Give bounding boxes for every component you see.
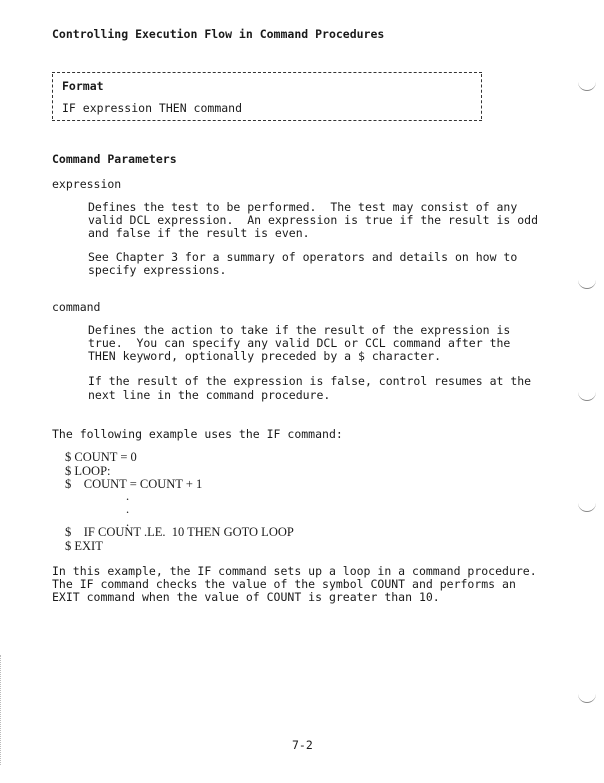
margin-mark [578,82,596,91]
example-explanation: In this example, the IF command sets up a loop in a command procedure. [52,564,537,578]
format-box-bottom-border [52,120,482,121]
margin-mark [578,694,596,703]
param-command-name: command [52,300,101,314]
format-syntax: IF expression THEN command [62,101,243,115]
scan-edge [0,655,3,765]
param-expression-text: specify expressions. [88,263,227,277]
margin-mark [578,503,596,512]
format-label: Format [62,79,104,93]
margin-mark [578,280,596,289]
format-box-right-border [481,74,482,119]
parameters-heading: Command Parameters [52,152,177,166]
param-command-text: next line in the command procedure. [88,388,331,402]
param-expression-name: expression [52,177,122,191]
param-command-text: true. You can specify any valid DCL or CCL command after the [88,336,511,350]
param-command-text: If the result of the expression is false, control resumes at the [88,374,532,388]
format-box-left-border [52,74,53,119]
code-line: $ LOOP: [65,464,111,478]
code-line: $ EXIT [65,539,103,553]
param-expression-text: valid DCL expression. An expression is true if the result is odd [88,213,539,227]
page-number: 7-2 [292,738,313,752]
param-command-text: Defines the action to take if the result of the expression is [88,323,511,337]
code-ellipsis-dot: . [126,489,130,503]
code-line: $ COUNT = COUNT + 1 [65,477,203,491]
param-expression-text: Defines the test to be performed. The test may consist of any [88,200,518,214]
param-expression-text: and false if the result is even. [88,226,310,240]
margin-mark [578,392,596,401]
format-box-top-border [52,72,482,73]
page-title: Controlling Execution Flow in Command Procedures [52,27,385,41]
format-box [52,72,482,121]
example-explanation: EXIT command when the value of COUNT is greater than 10. [52,590,440,604]
code-ellipsis-dot: . [126,502,130,516]
code-line: $ IF COUNT .LE. 10 THEN GOTO LOOP [65,525,294,539]
code-line: $ COUNT = 0 [65,450,137,464]
param-command-text: THEN keyword, optionally preceded by a $ character. [88,349,442,363]
param-expression-text: See Chapter 3 for a summary of operators and details on how to [88,250,518,264]
example-explanation: The IF command checks the value of the symbol COUNT and performs an [52,577,516,591]
code-ellipsis-dot: . [126,515,130,529]
example-intro: The following example uses the IF command: [52,427,343,441]
